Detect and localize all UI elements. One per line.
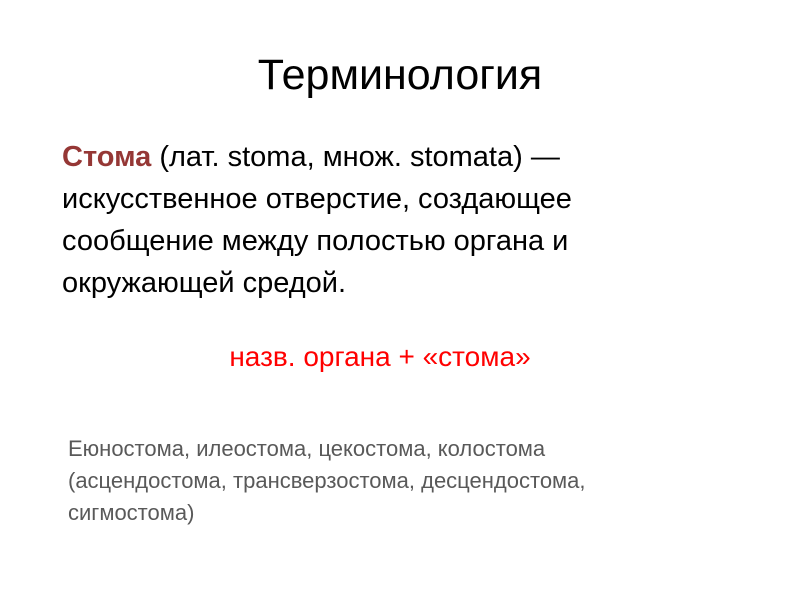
definition-term: Стома — [62, 141, 152, 173]
definition-text: (лат. stoma, множ. stomata) — искусственное отверстие, создающее сообщение между полостью органа и окружающей средой. — [62, 141, 572, 299]
slide-title: Терминология — [257, 51, 543, 99]
naming-formula: назв. органа + «стома» — [229, 341, 531, 372]
examples-list: Еюностома, илеостома, цекостома, колостома (асцендостома, трансверзостома, десцендостома, сигмостома) — [68, 436, 586, 525]
definition-paragraph — [62, 136, 722, 304]
